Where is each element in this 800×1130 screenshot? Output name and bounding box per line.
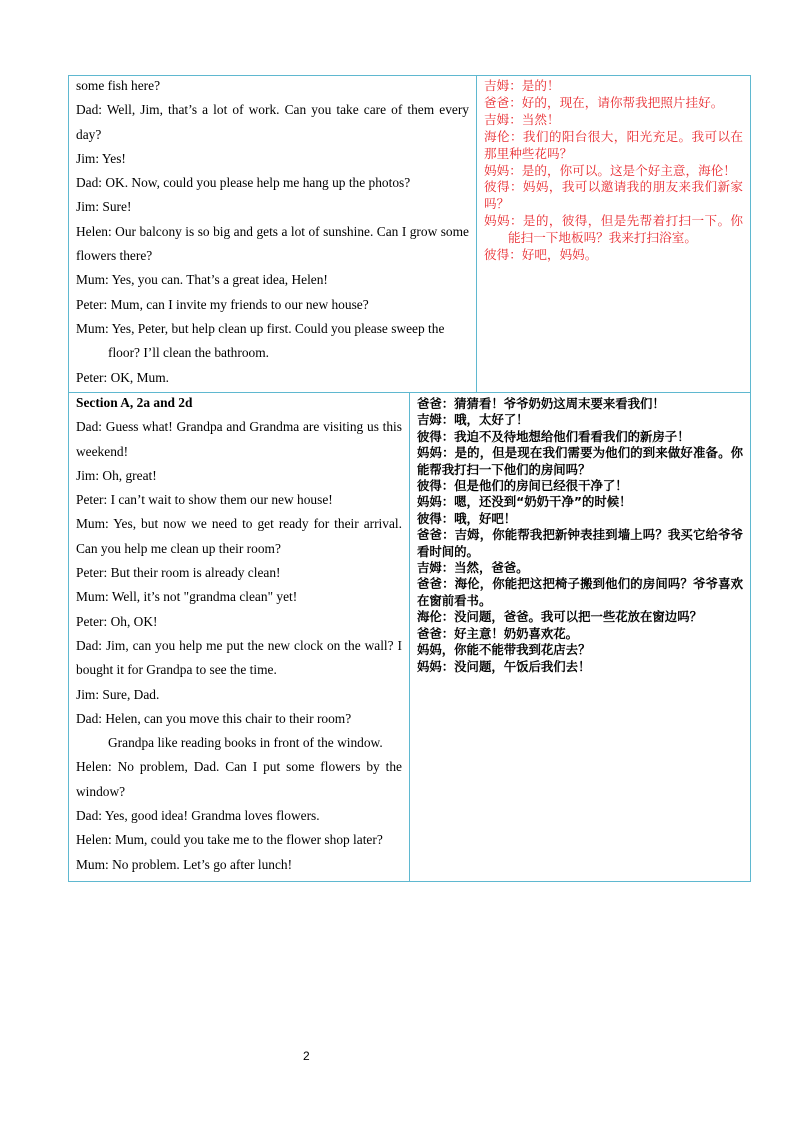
dialogue-line: Peter: I can’t wait to show them our new house! bbox=[76, 492, 333, 508]
dialogue-line: Mum: No problem. Let’s go after lunch! bbox=[76, 856, 293, 872]
dialogue-line: Mum: Yes, you can. That’s a great idea, Helen! bbox=[76, 272, 328, 288]
dialogue-line: Jim: Sure, Dad. bbox=[76, 686, 160, 702]
translation-line: 彼得：妈妈，我可以邀请我的朋友来我们新家吗？ bbox=[484, 179, 743, 212]
dialogue-line: Peter: But their room is already clean! bbox=[76, 565, 281, 581]
dialogue-line: Dad: OK. Now, could you please help me hang up the photos? bbox=[76, 175, 411, 191]
dialogue-line: Mum: Yes, but now we need to get ready for their arrival. Can you help me clean up their room? bbox=[76, 516, 402, 556]
english-dialogue-lower bbox=[76, 391, 402, 877]
dialogue-line: Helen: Our balcony is so big and gets a lot of sunshine. Can I grow some flowers there? bbox=[76, 223, 469, 264]
translation-line: 爸爸：猜猜看！爷爷奶奶这周末要来看我们！ bbox=[417, 396, 665, 411]
translation-line: 爸爸：吉姆，你能帮我把新钟表挂到墙上吗？我买它给爷爷看时间的。 bbox=[417, 527, 743, 559]
dialogue-line: Dad: Jim, can you help me put the new clock on the wall? I bought it for Grandpa to see the time. bbox=[76, 637, 402, 678]
translation-line: 吉姆：当然，爸爸。 bbox=[417, 560, 529, 576]
translation-line: 妈妈，你能不能带我到花店去？ bbox=[417, 642, 591, 658]
dialogue-line: floor? I’ll clean the bathroom. bbox=[108, 345, 269, 361]
translation-line: 爸爸：海伦，你能把这把椅子搬到他们的房间吗？爷爷喜欢在窗前看书。 bbox=[417, 576, 743, 608]
dialogue-line: Jim: Oh, great! bbox=[76, 467, 157, 483]
column-divider-upper bbox=[476, 75, 477, 393]
column-divider-lower bbox=[409, 392, 410, 882]
dialogue-line: Peter: OK, Mum. bbox=[76, 369, 169, 385]
dialogue-line: Mum: Yes, Peter, but help clean up first. Could you please sweep the bbox=[76, 320, 445, 336]
translation-line: 彼得：好吧，妈妈。 bbox=[484, 247, 598, 263]
dialogue-line: Peter: Mum, can I invite my friends to our new house? bbox=[76, 296, 369, 312]
translation-line: 妈妈：嗯，还没到“奶奶干净”的时候！ bbox=[417, 494, 632, 510]
dialogue-line: some fish here? bbox=[76, 78, 161, 93]
dialogue-line: Helen: No problem, Dad. Can I put some flowers by the window? bbox=[76, 759, 402, 799]
section-heading: Section A, 2a and 2d bbox=[76, 395, 193, 410]
translation-line: 吉姆：当然！ bbox=[484, 111, 560, 127]
dialogue-line: Helen: Mum, could you take me to the flower shop later? bbox=[76, 832, 383, 848]
page-number: 2 bbox=[303, 1049, 310, 1063]
translation-line: 爸爸：好主意！奶奶喜欢花。 bbox=[417, 625, 579, 641]
chinese-translation-upper bbox=[484, 78, 743, 264]
translation-line: 彼得：我迫不及待地想给他们看看我们的新房子！ bbox=[417, 428, 690, 444]
translation-line: 彼得：哦，好吧！ bbox=[417, 510, 517, 526]
translation-line: 彼得：但是他们的房间已经很干净了！ bbox=[417, 478, 628, 494]
dialogue-line: Dad: Helen, can you move this chair to their room? bbox=[76, 710, 352, 726]
translation-line: 吉姆：哦，太好了！ bbox=[417, 412, 529, 428]
dialogue-line: Dad: Yes, good idea! Grandma loves flowers. bbox=[76, 808, 320, 824]
english-dialogue-upper bbox=[76, 74, 469, 390]
translation-line: 海伦：没问题，爸爸。我可以把一些花放在窗边吗？ bbox=[417, 609, 702, 625]
dialogue-line: Peter: Oh, OK! bbox=[76, 613, 158, 629]
dialogue-line: Jim: Yes! bbox=[76, 150, 126, 166]
chinese-translation-lower bbox=[417, 396, 743, 675]
translation-line: 海伦：我们的阳台很大，阳光充足。我可以在那里种些花吗？ bbox=[484, 128, 743, 161]
dialogue-line: Dad: Well, Jim, that’s a lot of work. Can you take care of them every day? bbox=[76, 102, 469, 142]
translation-line: 妈妈：没问题，午饭后我们去！ bbox=[417, 658, 591, 674]
translation-line: 妈妈：是的，但是现在我们需要为他们的到来做好准备。你能帮我打扫一下他们的房间吗？ bbox=[417, 445, 743, 477]
dialogue-line: Mum: Well, it’s not "grandma clean" yet! bbox=[76, 589, 298, 605]
translation-line: 爸爸：好的，现在，请你帮我把照片挂好。 bbox=[484, 94, 724, 110]
translation-line: 吉姆：是的！ bbox=[484, 78, 560, 93]
dialogue-line: Jim: Sure! bbox=[76, 199, 132, 215]
dialogue-line: Dad: Guess what! Grandpa and Grandma are visiting us this weekend! bbox=[76, 419, 402, 459]
dialogue-line: Grandpa like reading books in front of the window. bbox=[108, 735, 383, 751]
translation-line: 妈妈：是的，你可以。这是个好主意，海伦！ bbox=[484, 162, 736, 178]
translation-line: 妈妈：是的，彼得，但是先帮着打扫一下。你能扫一下地板吗？我来打扫浴室。 bbox=[484, 213, 743, 246]
